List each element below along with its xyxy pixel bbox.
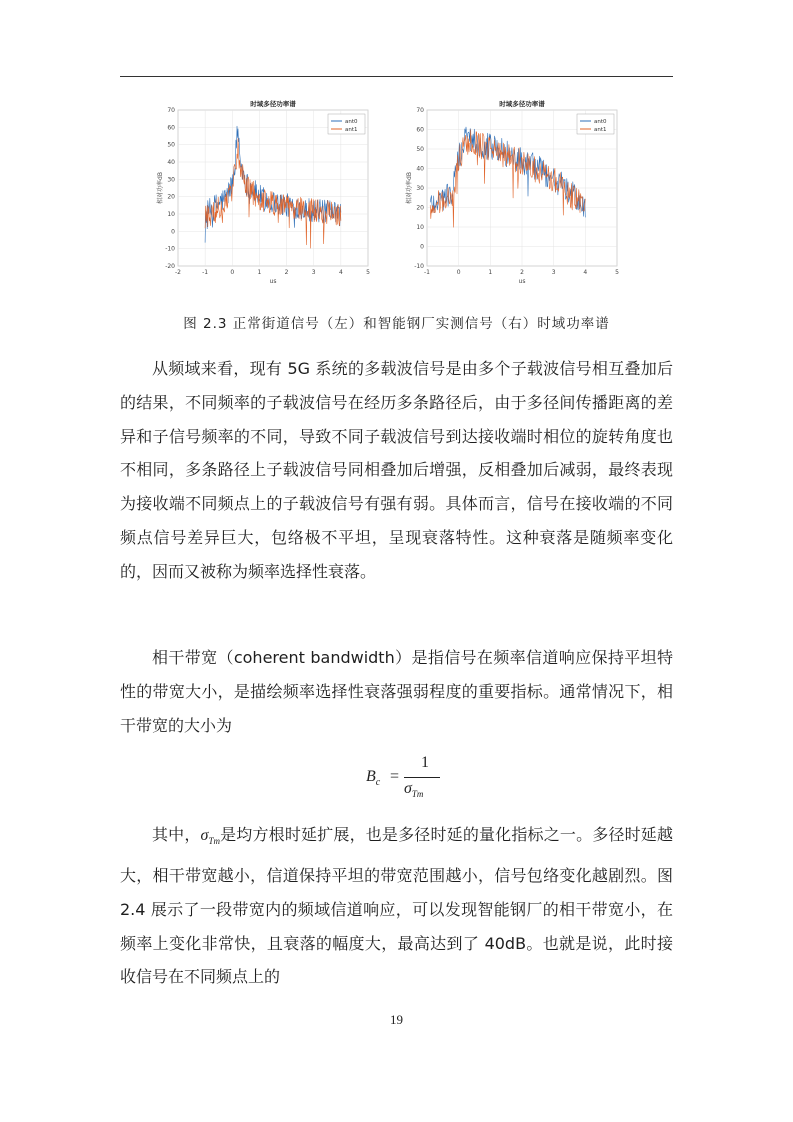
y-tick-label: 20 xyxy=(416,204,424,212)
chart-title: 时域多径功率谱 xyxy=(499,100,545,108)
formula-denominator xyxy=(404,780,423,799)
x-tick-label: 3 xyxy=(311,269,316,276)
x-tick-label: -2 xyxy=(175,269,181,276)
x-tick-label: 5 xyxy=(615,269,619,276)
x-tick-label: -1 xyxy=(424,269,430,276)
y-tick-label: 70 xyxy=(416,107,424,114)
y-tick-label: 50 xyxy=(416,146,424,153)
inline-sigma-symbol xyxy=(200,827,220,847)
formula-lhs-sub: c xyxy=(375,777,381,789)
y-tick-label: 30 xyxy=(167,176,175,184)
x-tick-label: -1 xyxy=(202,269,209,276)
y-tick-label: 60 xyxy=(167,124,175,132)
paragraph-3-text xyxy=(120,818,673,994)
y-tick-label: -20 xyxy=(165,263,175,270)
chart-right-svg xyxy=(405,98,625,288)
chart-right xyxy=(405,98,625,288)
x-tick-label: 3 xyxy=(551,269,556,276)
x-tick-label: 2 xyxy=(284,269,289,276)
x-tick-label: 5 xyxy=(366,269,370,276)
y-tick-label: 10 xyxy=(416,224,424,231)
formula-numerator: 1 xyxy=(421,754,429,771)
paragraph-1-text: 从频域来看，现有 5G 系统的多载波信号是由多个子载波信号相互叠加后的结果，不同频率的子载波信号在经历多条路径后，由于多径间传播距离的差异和子信号频率的不同，导致不同子载波信号到达接收端时相位的旋转角度也不相同，多条路径上子载波信号同相叠加后增强，反相叠加后减弱，最终表现为接收端不同频点上的子载波信号有强有弱。具体而言，信号在接收端的不同频点信号差异巨大，包络极不平坦，呈现衰落特性。这种衰落是随频率变化的，因而又被称为频率选择性衰落。 xyxy=(120,359,673,581)
y-tick-label: 70 xyxy=(167,107,175,114)
formula-lhs-base: B xyxy=(366,768,376,785)
y-tick-label: 50 xyxy=(167,141,175,149)
x-tick-label: 4 xyxy=(338,269,343,276)
chart-title: 时域多径功率谱 xyxy=(250,100,296,108)
y-tick-label: -10 xyxy=(414,263,424,270)
chart-left xyxy=(156,98,376,288)
coherence-bandwidth-formula xyxy=(360,756,450,800)
legend-label-ant1: ant1 xyxy=(594,127,607,133)
y-tick-label: 10 xyxy=(167,211,175,218)
figure-caption: 图 2.3 正常街道信号（左）和智能钢厂实测信号（右）时域功率谱 xyxy=(183,316,610,332)
paragraph-2 xyxy=(120,641,673,742)
paragraph-1 xyxy=(120,352,673,589)
x-tick-label: 1 xyxy=(257,269,262,276)
x-tick-label: 0 xyxy=(230,269,235,276)
x-tick-label: 1 xyxy=(488,269,493,276)
inline-sigma-sub: Tm xyxy=(208,836,220,847)
page-number: 19 xyxy=(390,1012,403,1027)
y-tick-label: 0 xyxy=(420,243,424,251)
paragraph-3-rest: 是均方根时延扩展，也是多径时延的量化指标之一。多径时延越大，相干带宽越小，信道保持平坦的带宽范围越小，信号包络变化越剧烈。图 2.4 展示了一段带宽内的频域信道响应，可以发现智能钢厂的相干带宽小，在频率上变化非常快，且衰落的幅度大，最高达到了 40dB。也就是说，此时接收信号在不同频点上的 xyxy=(120,825,673,987)
x-tick-label: 2 xyxy=(520,269,524,276)
y-tick-label: 20 xyxy=(167,193,175,201)
x-tick-label: 0 xyxy=(456,269,461,276)
formula-fraction-bar xyxy=(404,777,440,778)
inline-sigma-base: σ xyxy=(200,827,209,844)
formula-denominator-base: σ xyxy=(404,780,412,797)
chart-left-svg xyxy=(156,98,376,288)
x-tick-label: 4 xyxy=(583,269,588,276)
x-axis-label: us xyxy=(269,278,277,285)
header-rule xyxy=(120,76,673,77)
legend-label-ant1: ant1 xyxy=(345,127,358,133)
paragraph-3 xyxy=(120,818,673,994)
paragraph-3-prefix: 其中， xyxy=(152,825,201,844)
y-tick-label: 40 xyxy=(167,159,175,166)
y-tick-label: -10 xyxy=(165,245,175,253)
formula-lhs xyxy=(366,768,380,788)
y-axis-label: 相对功率dB xyxy=(406,172,413,204)
x-axis-label: us xyxy=(518,278,526,285)
paragraph-2-text: 相干带宽（coherent bandwidth）是指信号在频率信道响应保持平坦特性的带宽大小，是描绘频率选择性衰落强弱程度的重要指标。通常情况下，相干带宽的大小为 xyxy=(120,648,673,735)
y-tick-label: 30 xyxy=(416,185,424,192)
y-tick-label: 60 xyxy=(416,126,424,134)
y-tick-label: 40 xyxy=(416,165,424,173)
y-axis-label: 相对功率dB xyxy=(157,172,164,204)
formula-denominator-sub: Tm xyxy=(411,789,424,800)
legend-label-ant0: ant0 xyxy=(345,119,358,125)
formula-equals: = xyxy=(390,768,400,785)
y-tick-label: 0 xyxy=(171,228,175,236)
legend-label-ant0: ant0 xyxy=(594,119,607,125)
